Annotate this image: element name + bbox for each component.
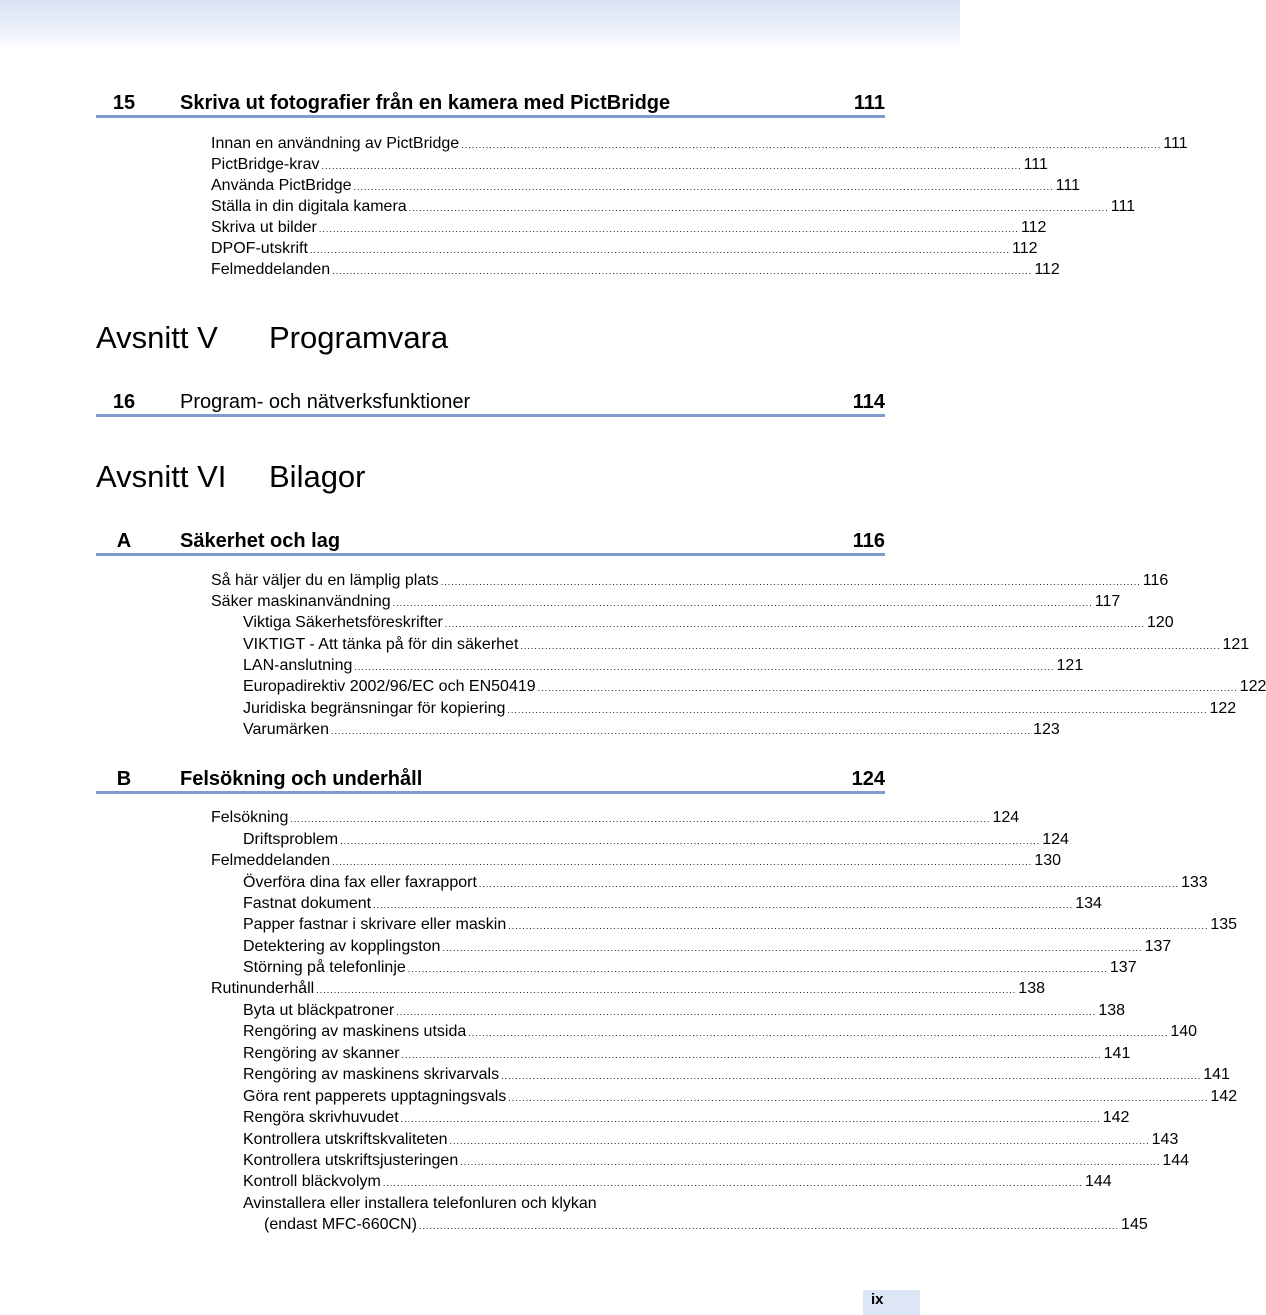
toc-entry[interactable] — [243, 655, 1084, 676]
chapter-number: 15 — [112, 92, 136, 114]
toc-entry-text: Rengöra skrivhuvudet — [243, 1109, 399, 1126]
toc-entry-page: 141 — [1203, 1066, 1230, 1083]
toc-entry-page: 134 — [1075, 895, 1102, 912]
leader-dots: ........................................................................................................................................................................................................ — [309, 245, 1010, 255]
toc-entry[interactable] — [211, 807, 1020, 828]
toc-entry-text: Ställa in din digitala kamera — [211, 198, 407, 215]
toc-entry-page: 117 — [1094, 593, 1121, 610]
leader-dots: ........................................................................................................................................................................................................ — [508, 1093, 1209, 1103]
chapter-number: A — [116, 530, 132, 552]
chapter-b-heading[interactable] — [96, 767, 885, 794]
toc-entry-text: LAN-anslutning — [243, 657, 353, 674]
toc-entry[interactable] — [211, 154, 1048, 175]
chapter-page: 124 — [851, 768, 885, 790]
toc-entry-text: Kontroll bläckvolym — [243, 1173, 381, 1190]
chapter-page: 111 — [853, 92, 885, 114]
toc-entry[interactable] — [211, 570, 1169, 591]
leader-dots: ........................................................................................................................................................................................................ — [318, 224, 1019, 234]
toc-entry-page: 116 — [1142, 572, 1169, 589]
toc-entry-page: 124 — [1042, 831, 1069, 848]
toc-entry-text: Felsökning — [211, 809, 289, 826]
toc-entry-page: 137 — [1109, 959, 1137, 976]
toc-entry-page: 112 — [1020, 219, 1047, 236]
toc-entry[interactable] — [264, 1214, 1148, 1235]
leader-dots: ........................................................................................................................................................................................................ — [444, 619, 1145, 629]
chapter-number: 16 — [112, 391, 136, 413]
leader-dots: ........................................................................................................................................................................................................ — [449, 1136, 1150, 1146]
toc-entry-text: Varumärken — [243, 721, 329, 738]
chapter-page: 114 — [852, 391, 885, 413]
toc-entry[interactable] — [243, 634, 1250, 655]
toc-entry[interactable] — [243, 872, 1208, 893]
leader-dots: ........................................................................................................................................................................................................ — [520, 641, 1221, 651]
toc-entry-page: 111 — [1110, 198, 1136, 215]
toc-entry-text: Göra rent papperets upptagningsvals — [243, 1088, 507, 1105]
leader-dots: ........................................................................................................................................................................................................ — [330, 726, 1032, 736]
toc-entry-page: 133 — [1181, 874, 1208, 891]
part-label: Avsnitt VI — [96, 459, 227, 494]
toc-entry-page: 143 — [1151, 1131, 1179, 1148]
part-title: Bilagor — [269, 459, 366, 494]
toc-entry-text: PictBridge-krav — [211, 156, 320, 173]
part-label: Avsnitt V — [96, 320, 218, 355]
toc-entry[interactable] — [243, 893, 1102, 914]
toc-entry-page: 141 — [1103, 1045, 1131, 1062]
header-band — [0, 0, 960, 50]
toc-entry-text: Fastnat dokument — [243, 895, 372, 912]
toc-entry[interactable] — [243, 698, 1237, 719]
leader-dots: ........................................................................................................................................................................................................ — [290, 814, 991, 824]
toc-entry-text: Kontrollera utskriftskvaliteten — [243, 1131, 448, 1148]
toc-entry-page: 112 — [1012, 240, 1038, 257]
toc-entry[interactable] — [211, 591, 1121, 612]
toc-entry[interactable] — [211, 196, 1136, 217]
toc-entry[interactable] — [211, 175, 1080, 196]
leader-dots: ........................................................................................................................................................................................................ — [332, 266, 1033, 276]
toc-entry[interactable] — [243, 676, 1266, 697]
leader-dots: ........................................................................................................................................................................................................ — [407, 964, 1108, 974]
toc-entry-text: (endast MFC-660CN) — [264, 1216, 417, 1233]
chapter-number: B — [116, 768, 132, 790]
toc-entry-page: 140 — [1170, 1023, 1198, 1040]
toc-entry-page: 145 — [1121, 1216, 1148, 1233]
toc-entry-page: 144 — [1162, 1152, 1190, 1169]
leader-dots: ........................................................................................................................................................................................................ — [508, 921, 1209, 931]
toc-entry-text: Europadirektiv 2002/96/EC och EN50419 — [243, 678, 536, 695]
toc-entry[interactable] — [243, 914, 1238, 935]
leader-dots: ........................................................................................................................................................................................................ — [340, 836, 1041, 846]
toc-entry[interactable] — [243, 1064, 1230, 1085]
chapter-a-heading[interactable] — [96, 529, 885, 556]
toc-entry-text: Kontrollera utskriftsjusteringen — [243, 1152, 459, 1169]
leader-dots: ........................................................................................................................................................................................................ — [373, 900, 1074, 910]
leader-dots: ........................................................................................................................................................................................................ — [354, 662, 1055, 672]
toc-entry-text: Rengöring av skanner — [243, 1045, 400, 1062]
leader-dots: ........................................................................................................................................................................................................ — [468, 1028, 1169, 1038]
leader-dots: ........................................................................................................................................................................................................ — [382, 1178, 1083, 1188]
toc-entry-page: 130 — [1034, 852, 1062, 869]
toc-entry-page: 111 — [1023, 156, 1048, 173]
toc-entry[interactable] — [211, 978, 1045, 999]
toc-entry[interactable] — [243, 829, 1069, 850]
toc-entry[interactable] — [243, 1171, 1112, 1192]
toc-entry-page: 121 — [1056, 657, 1084, 674]
leader-dots: ........................................................................................................................................................................................................ — [537, 683, 1238, 693]
toc-entry-page: 120 — [1146, 614, 1174, 631]
chapter-16-heading[interactable] — [96, 390, 885, 417]
toc-entry-text: Rengöring av maskinens utsida — [243, 1023, 467, 1040]
chapter-title: Skriva ut fotografier från en kamera med PictBridge — [180, 92, 671, 114]
toc-entry-text: Använda PictBridge — [211, 177, 352, 194]
toc-entry[interactable] — [243, 1043, 1131, 1064]
toc-entry-text: Störning på telefonlinje — [243, 959, 406, 976]
toc-entry[interactable] — [243, 1107, 1130, 1128]
chapter-title: Felsökning och underhåll — [180, 768, 423, 790]
toc-entry-text: Viktiga Säkerhetsföreskrifter — [243, 614, 443, 631]
toc-entry[interactable] — [211, 238, 1038, 259]
chapter-page: 116 — [852, 530, 885, 552]
toc-entry[interactable] — [243, 612, 1174, 633]
leader-dots: ........................................................................................................................................................................................................ — [332, 857, 1033, 867]
leader-dots: ........................................................................................................................................................................................................ — [460, 1157, 1161, 1167]
leader-dots: ........................................................................................................................................................................................................ — [401, 1050, 1102, 1060]
leader-dots: ........................................................................................................................................................................................................ — [321, 161, 1022, 171]
leader-dots: ........................................................................................................................................................................................................ — [461, 140, 1162, 150]
toc-entry-page: 111 — [1055, 177, 1080, 194]
toc-entry-page: 142 — [1102, 1109, 1130, 1126]
toc-entry-page: 124 — [992, 809, 1020, 826]
chapter-title: Säkerhet och lag — [180, 530, 341, 552]
toc-entry-text: Skriva ut bilder — [211, 219, 317, 236]
toc-entry-text: Juridiska begränsningar för kopiering — [243, 700, 506, 717]
chapter-title: Program- och nätverksfunktioner — [180, 391, 471, 413]
toc-entry[interactable] — [211, 133, 1188, 154]
leader-dots: ........................................................................................................................................................................................................ — [442, 943, 1143, 953]
toc-entry[interactable] — [243, 1129, 1179, 1150]
toc-entry-text: Felmeddelanden — [211, 852, 331, 869]
toc-entry[interactable] — [211, 259, 1060, 280]
chapter-15-heading[interactable] — [96, 91, 885, 118]
toc-entry-text: VIKTIGT - Att tänka på för din säkerhet — [243, 636, 519, 653]
leader-dots: ........................................................................................................................................................................................................ — [392, 598, 1093, 608]
toc-entry-page: 122 — [1209, 700, 1237, 717]
toc-entry[interactable] — [243, 936, 1172, 957]
toc-entry-page: 111 — [1163, 135, 1188, 152]
toc-entry-page: 135 — [1210, 916, 1238, 933]
toc-entry[interactable] — [211, 217, 1047, 238]
toc-entry-text: Överföra dina fax eller faxrapport — [243, 874, 477, 891]
toc-entry-page: 137 — [1144, 938, 1172, 955]
page-number: ix — [863, 1290, 920, 1315]
toc-entry-page: 138 — [1018, 980, 1045, 997]
leader-dots: ........................................................................................................................................................................................................ — [478, 879, 1179, 889]
toc-entry-text: DPOF-utskrift — [211, 240, 308, 257]
toc-entry[interactable] — [243, 1086, 1238, 1107]
toc-entry-text: Rengöring av maskinens skrivarvals — [243, 1066, 500, 1083]
toc-entry-first-line[interactable] — [243, 1193, 597, 1214]
leader-dots: ........................................................................................................................................................................................................ — [501, 1071, 1202, 1081]
toc-entry-page: 121 — [1222, 636, 1250, 653]
toc-entry-text: Innan en användning av PictBridge — [211, 135, 460, 152]
toc-entry-page: 123 — [1033, 721, 1060, 738]
toc-entry-text: Felmeddelanden — [211, 261, 331, 278]
part-title: Programvara — [269, 320, 449, 355]
toc-entry[interactable] — [243, 1021, 1198, 1042]
toc-entry-page: 112 — [1034, 261, 1060, 278]
toc-entry-text: Byta ut bläckpatroner — [243, 1002, 395, 1019]
leader-dots: ........................................................................................................................................................................................................ — [396, 1007, 1097, 1017]
toc-entry[interactable] — [243, 1150, 1190, 1171]
toc-entry-page: 122 — [1239, 678, 1266, 695]
toc-entry[interactable] — [211, 850, 1062, 871]
toc-entry-text: Detektering av kopplingston — [243, 938, 441, 955]
leader-dots: ........................................................................................................................................................................................................ — [418, 1221, 1120, 1231]
toc-entry-text: Driftsproblem — [243, 831, 339, 848]
toc-entry-page: 144 — [1084, 1173, 1112, 1190]
toc-entry[interactable] — [243, 719, 1060, 740]
leader-dots: ........................................................................................................................................................................................................ — [440, 577, 1141, 587]
leader-dots: ........................................................................................................................................................................................................ — [507, 705, 1208, 715]
toc-entry-text: Säker maskinanvändning — [211, 593, 391, 610]
leader-dots: ........................................................................................................................................................................................................ — [400, 1114, 1101, 1124]
toc-entry[interactable] — [243, 957, 1137, 978]
toc-entry-text: Avinstallera eller installera telefonluren och klykan — [243, 1195, 597, 1212]
toc-entry-page: 138 — [1098, 1002, 1126, 1019]
toc-entry-text: Rutinunderhåll — [211, 980, 315, 997]
leader-dots: ........................................................................................................................................................................................................ — [316, 985, 1017, 995]
toc-entry[interactable] — [243, 1000, 1126, 1021]
toc-entry-page: 142 — [1210, 1088, 1238, 1105]
toc-entry-text: Så här väljer du en lämplig plats — [211, 572, 439, 589]
leader-dots: ........................................................................................................................................................................................................ — [408, 203, 1109, 213]
leader-dots: ........................................................................................................................................................................................................ — [353, 182, 1054, 192]
toc-entry-text: Papper fastnar i skrivare eller maskin — [243, 916, 507, 933]
